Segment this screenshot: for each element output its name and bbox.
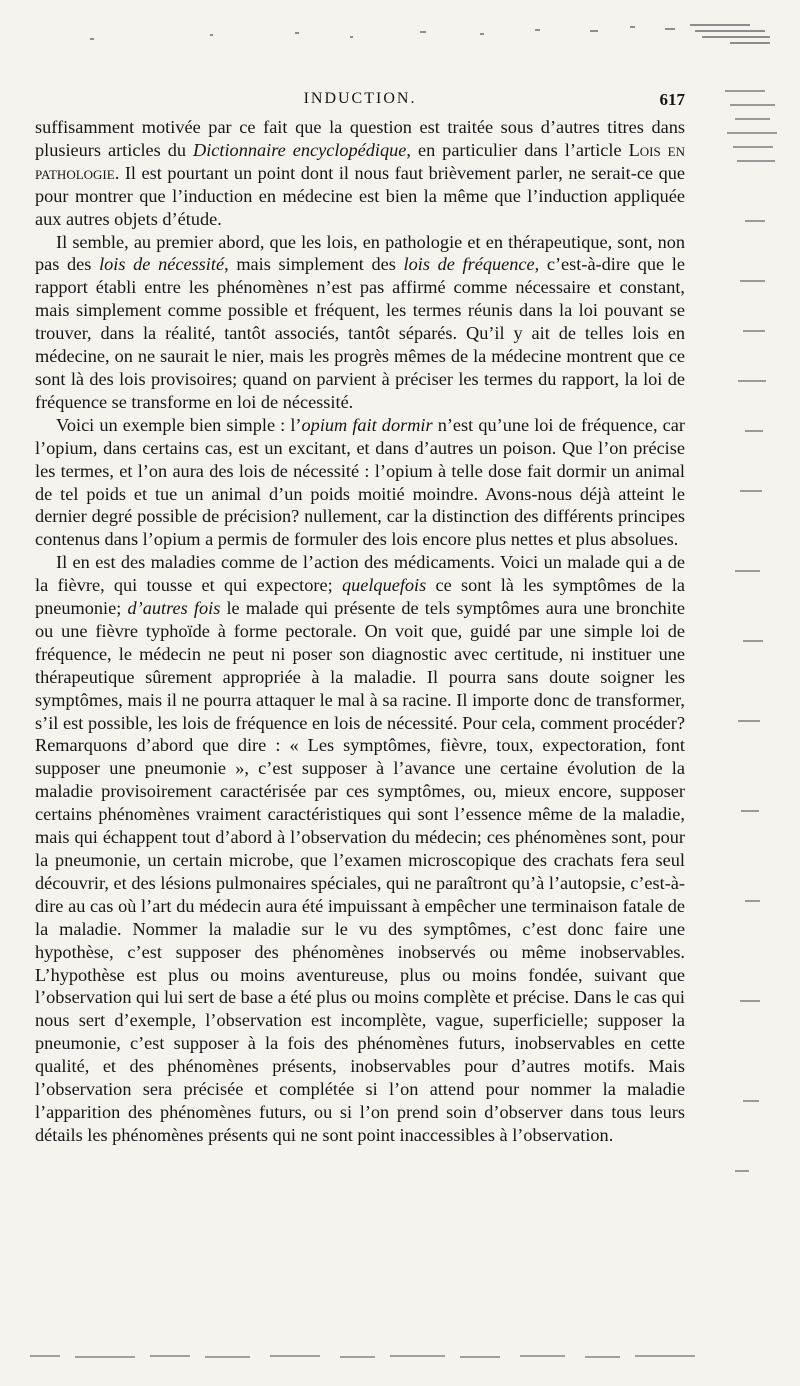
paragraph xyxy=(35,551,685,1147)
body-text xyxy=(35,116,685,1147)
text-run: , en particulier dans l’article xyxy=(406,139,629,160)
paragraph xyxy=(35,116,685,231)
text-run: , c’est-à-dire que le rapport établi entre les phénomènes n’est pas affirmé comme nécessaire et constant, mais simplement comme possible et fréquent, les termes réunis dans la loi pouvant se trouver, dans la réalité, tantôt associés, tantôt séparés. Qu’il y ait de telles lois en médecine, on ne saurait le nier, mais les progrès mêmes de la médecine montrent que ce sont là des lois provisoires; quand on parvient à préciser les termes du rapport, la loi de fréquence se transforme en loi de nécessité. xyxy=(35,254,685,412)
italic-phrase: opium fait dormir xyxy=(301,414,433,435)
text-run: ce sont là les symptômes de la pneumonie; xyxy=(35,575,685,619)
text-run: suffisamment motivée par ce fait que la question est traitée sous d’autres titres dans plusieurs articles du xyxy=(35,117,685,160)
bottom-bleed-through xyxy=(30,1350,720,1364)
italic-phrase: lois de fréquence xyxy=(403,254,535,275)
top-bleed-through xyxy=(90,20,780,50)
text-run: , mais simplement des xyxy=(224,254,404,275)
small-caps-phrase: Lois en pathologie xyxy=(35,139,685,183)
text-run: Il semble, au premier abord, que les lois, en pathologie et en thérapeutique, sont, non pas des xyxy=(35,231,685,275)
italic-phrase: quelquefois xyxy=(341,575,427,596)
page-number: 617 xyxy=(659,90,685,109)
text-run: Il en est des maladies comme de l’action des médicaments. Voici un malade qui a de la fièvre, qui tousse et qui expectore; xyxy=(35,552,685,596)
text-run: Voici un exemple bien simple : l’ xyxy=(56,414,302,435)
italic-phrase: lois de nécessité xyxy=(99,254,225,275)
italic-phrase: d’autres fois xyxy=(127,598,221,619)
italic-phrase: Dictionnaire encyclopédique xyxy=(193,139,407,160)
text-run: le malade qui présente de tels symptômes aura une bronchite ou une fièvre typhoïde à forme pectorale. On voit que, guidé par une simple loi de fréquence, le médecin ne peut ni poser son diagnostic avec certitude, ni instituer une thérapeutique sûrement appropriée à la maladie. Il pourra sans doute soigner les symptômes, mais il ne pourra attaquer le mal à sa racine. Il importe donc de transformer, s’il est possible, les lois de fréquence en lois de nécessité. Pour cela, comment procéder? Remarquons d’abord que dire : « Les symptômes, fièvre, toux, expectoration, font supposer une pneumonie », c’est supposer à l’avance une certaine évolution de la maladie provisoirement caractérisée par ces symptômes, ou, mieux encore, supposer certains phénomènes vraiment caractéristiques qui sont l’essence même de la maladie, mais qui échappent tout d’abord à l’observation du médecin; ces phénomènes sont, pour la pneumonie, un certain microbe, que l’examen microscopique des crachats fera seul découvrir, et des lésions pulmonaires spéciales, qui ne paraîtront qu’à l’autopsie, c’est-à-dire au cas où l’art du médecin aura été impuissant à empêcher une terminaison fatale de la maladie. Nommer la maladie sur le vu des symptômes, c’est donc faire une hypothèse, c’est supposer des phénomènes inobservés ou même inobservables. L’hypothèse est plus ou moins aventureuse, plus ou moins fondée, suivant que l’observation qui lui sert de base a été plus ou moins complète et précise. Dans le cas qui nous sert d’exemple, l’observation est incomplète, vague, superficielle; supposer la pneumonie, c’est supposer à la fois des phénomènes futurs, inobservables en cette qualité, et des phénomènes présents, inobservables pour d’autres motifs. Mais l’observation sera précisée et complétée si l’on attend pour nommer la maladie l’apparition des phénomènes futurs, ou si l’on prend soin d’observer dans tous leurs détails les phénomènes présents qui ne sont point inaccessibles à l’observation. xyxy=(35,598,685,1145)
right-margin-bleed-through xyxy=(705,20,795,1220)
page-header xyxy=(35,90,685,114)
running-title: INDUCTION. xyxy=(303,90,417,107)
text-run: n’est qu’une loi de fréquence, car l’opium, dans certains cas, est un excitant, et dans d’autres un poison. Que l’on précise les termes, et l’on aura des lois de nécessité : l’opium à telle dose fait dormir un animal de tel poids et tue un animal d’un poids moitié moindre. Avons-nous déjà atteint le dernier degré possible de précision? nullement, car la distinction des différents principes contenus dans l’opium a permis de formuler des lois encore plus nettes et plus absolues. xyxy=(35,414,685,550)
paragraph xyxy=(35,414,685,551)
paragraph xyxy=(35,231,685,414)
text-run: . Il est pourtant un point dont il nous faut brièvement parler, ne serait-ce que pour montrer que l’induction en médecine est bien la même que l’induction appliquée aux autres objets d’étude. xyxy=(35,162,685,229)
